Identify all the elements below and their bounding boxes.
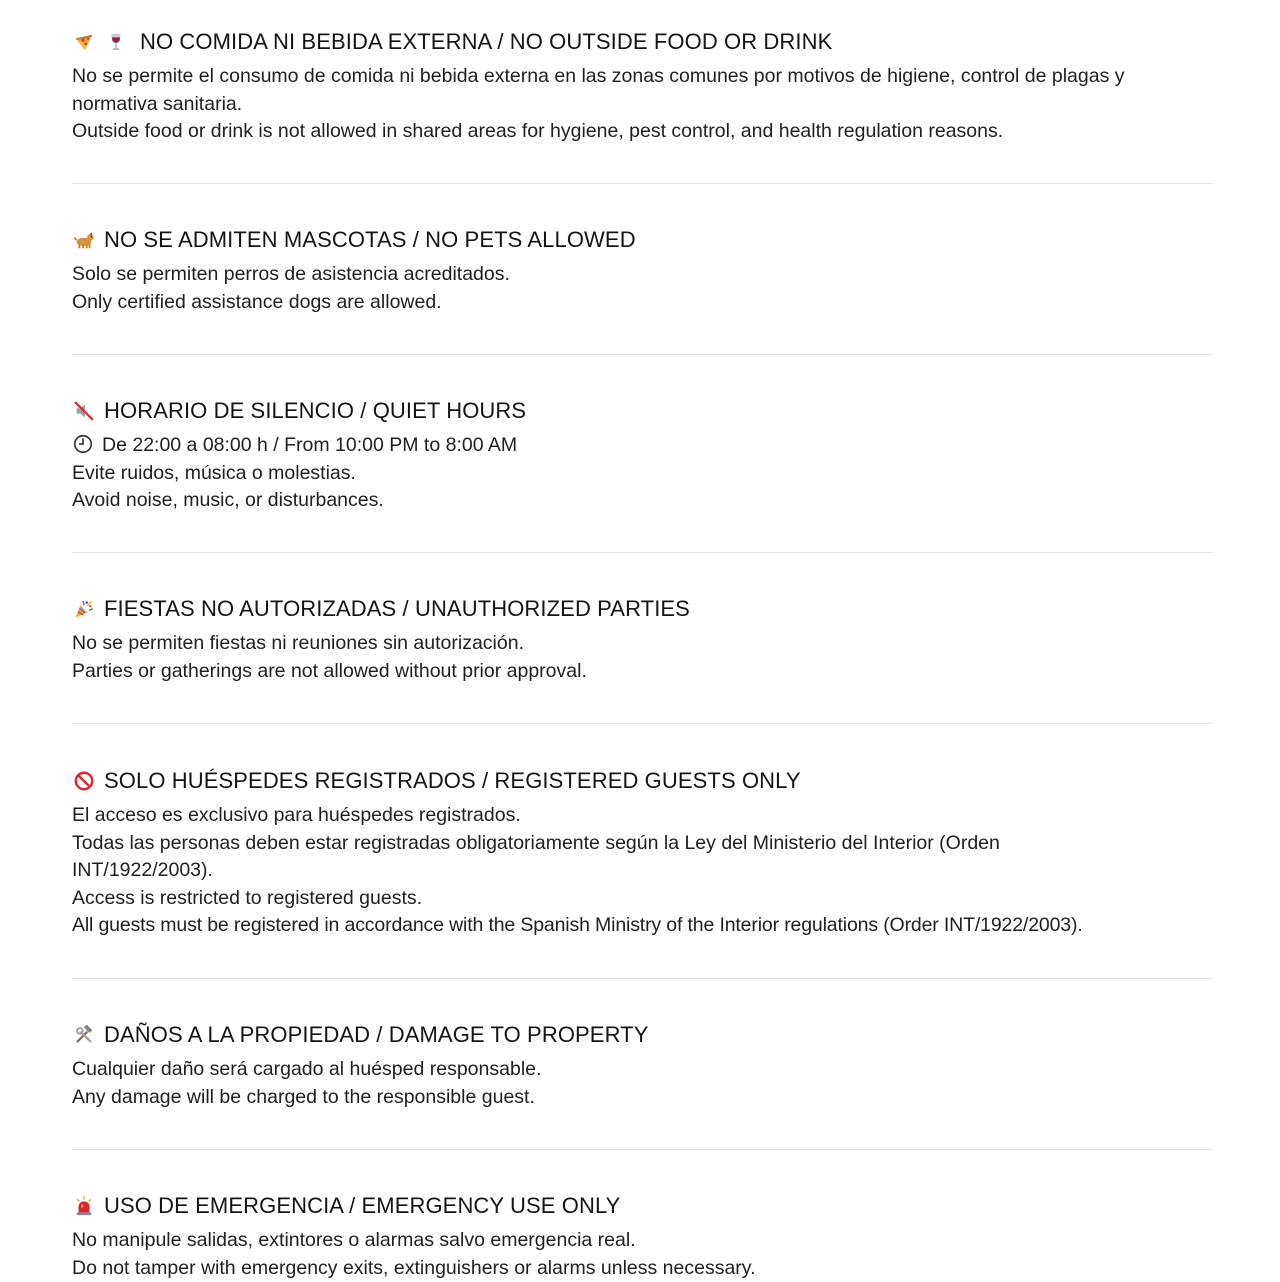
police-light-icon (72, 1194, 96, 1218)
pizza-icon (72, 30, 96, 54)
rule-text-en: Any damage will be charged to the responsible guest. (72, 1084, 1212, 1112)
rule-text-es: El acceso es exclusivo para huéspedes registrados. (72, 802, 1212, 830)
rule-text-en: Do not tamper with emergency exits, extinguishers or alarms unless necessary. (72, 1255, 1212, 1282)
rule-title: SOLO HUÉSPEDES REGISTRADOS / REGISTERED GUESTS ONLY (104, 768, 801, 794)
section-divider (72, 1149, 1212, 1150)
rule-text-es: No se permite el consumo de comida ni bebida externa en las zonas comunes por motivos de higiene, control de plagas y normativa sanitaria. (72, 63, 1212, 118)
rule-heading (72, 396, 1212, 426)
hammer-and-wrench-icon (72, 1023, 96, 1047)
rule-text-en: Parties or gatherings are not allowed without prior approval. (72, 658, 1212, 686)
clock-icon (72, 433, 94, 455)
rule-section-no-outside-food (72, 27, 1212, 146)
dog-icon (72, 228, 96, 252)
rule-title: HORARIO DE SILENCIO / QUIET HOURS (104, 398, 526, 424)
rule-heading (72, 225, 1212, 255)
rule-text-en: Access is restricted to registered guests. (72, 885, 1212, 913)
section-divider (72, 978, 1212, 979)
rule-heading (72, 27, 1212, 57)
rule-text-en-law: All guests must be registered in accordance with the Spanish Ministry of the Interior regulations (Order INT/1922/2003). (72, 912, 1212, 940)
rule-heading (72, 594, 1212, 624)
rule-text-es: Evite ruidos, música o molestias. (72, 460, 1212, 488)
wine-glass-icon (104, 30, 128, 54)
rule-text-en: Outside food or drink is not allowed in shared areas for hygiene, pest control, and health regulation reasons. (72, 118, 1212, 146)
rule-text-es: Cualquier daño será cargado al huésped responsable. (72, 1056, 1212, 1084)
rule-section-quiet-hours (72, 396, 1212, 515)
party-popper-icon (72, 597, 96, 621)
rule-text-en: Only certified assistance dogs are allowed. (72, 289, 1212, 317)
section-divider (72, 552, 1212, 553)
rule-text-es: No manipule salidas, extintores o alarmas salvo emergencia real. (72, 1227, 1212, 1255)
muted-speaker-icon (72, 399, 96, 423)
prohibited-icon (72, 769, 96, 793)
rule-title: USO DE EMERGENCIA / EMERGENCY USE ONLY (104, 1193, 620, 1219)
rule-heading (72, 1020, 1212, 1050)
schedule-line (72, 432, 1212, 460)
rule-text-es-law: Todas las personas deben estar registradas obligatoriamente según la Ley del Ministerio del Interior (Orden INT/1922/2003). (72, 830, 1102, 885)
rule-text-es: No se permiten fiestas ni reuniones sin autorización. (72, 630, 1212, 658)
rule-heading (72, 766, 1212, 796)
rule-title: DAÑOS A LA PROPIEDAD / DAMAGE TO PROPERTY (104, 1022, 649, 1048)
rule-title: FIESTAS NO AUTORIZADAS / UNAUTHORIZED PARTIES (104, 596, 690, 622)
rule-text-es: Solo se permiten perros de asistencia acreditados. (72, 261, 1212, 289)
section-divider (72, 723, 1212, 724)
rule-title: NO COMIDA NI BEBIDA EXTERNA / NO OUTSIDE FOOD OR DRINK (140, 29, 832, 55)
rule-section-unauthorized-parties (72, 594, 1212, 685)
rule-title: NO SE ADMITEN MASCOTAS / NO PETS ALLOWED (104, 227, 636, 253)
rule-text-en: Avoid noise, music, or disturbances. (72, 487, 1212, 515)
rule-section-emergency-use (72, 1191, 1212, 1282)
rule-heading (72, 1191, 1212, 1221)
rule-section-no-pets (72, 225, 1212, 316)
section-divider (72, 183, 1212, 184)
rule-section-registered-guests (72, 766, 1212, 940)
section-divider (72, 354, 1212, 355)
schedule-text: De 22:00 a 08:00 h / From 10:00 PM to 8:00 AM (102, 434, 517, 456)
rule-section-damage-to-property (72, 1020, 1212, 1111)
